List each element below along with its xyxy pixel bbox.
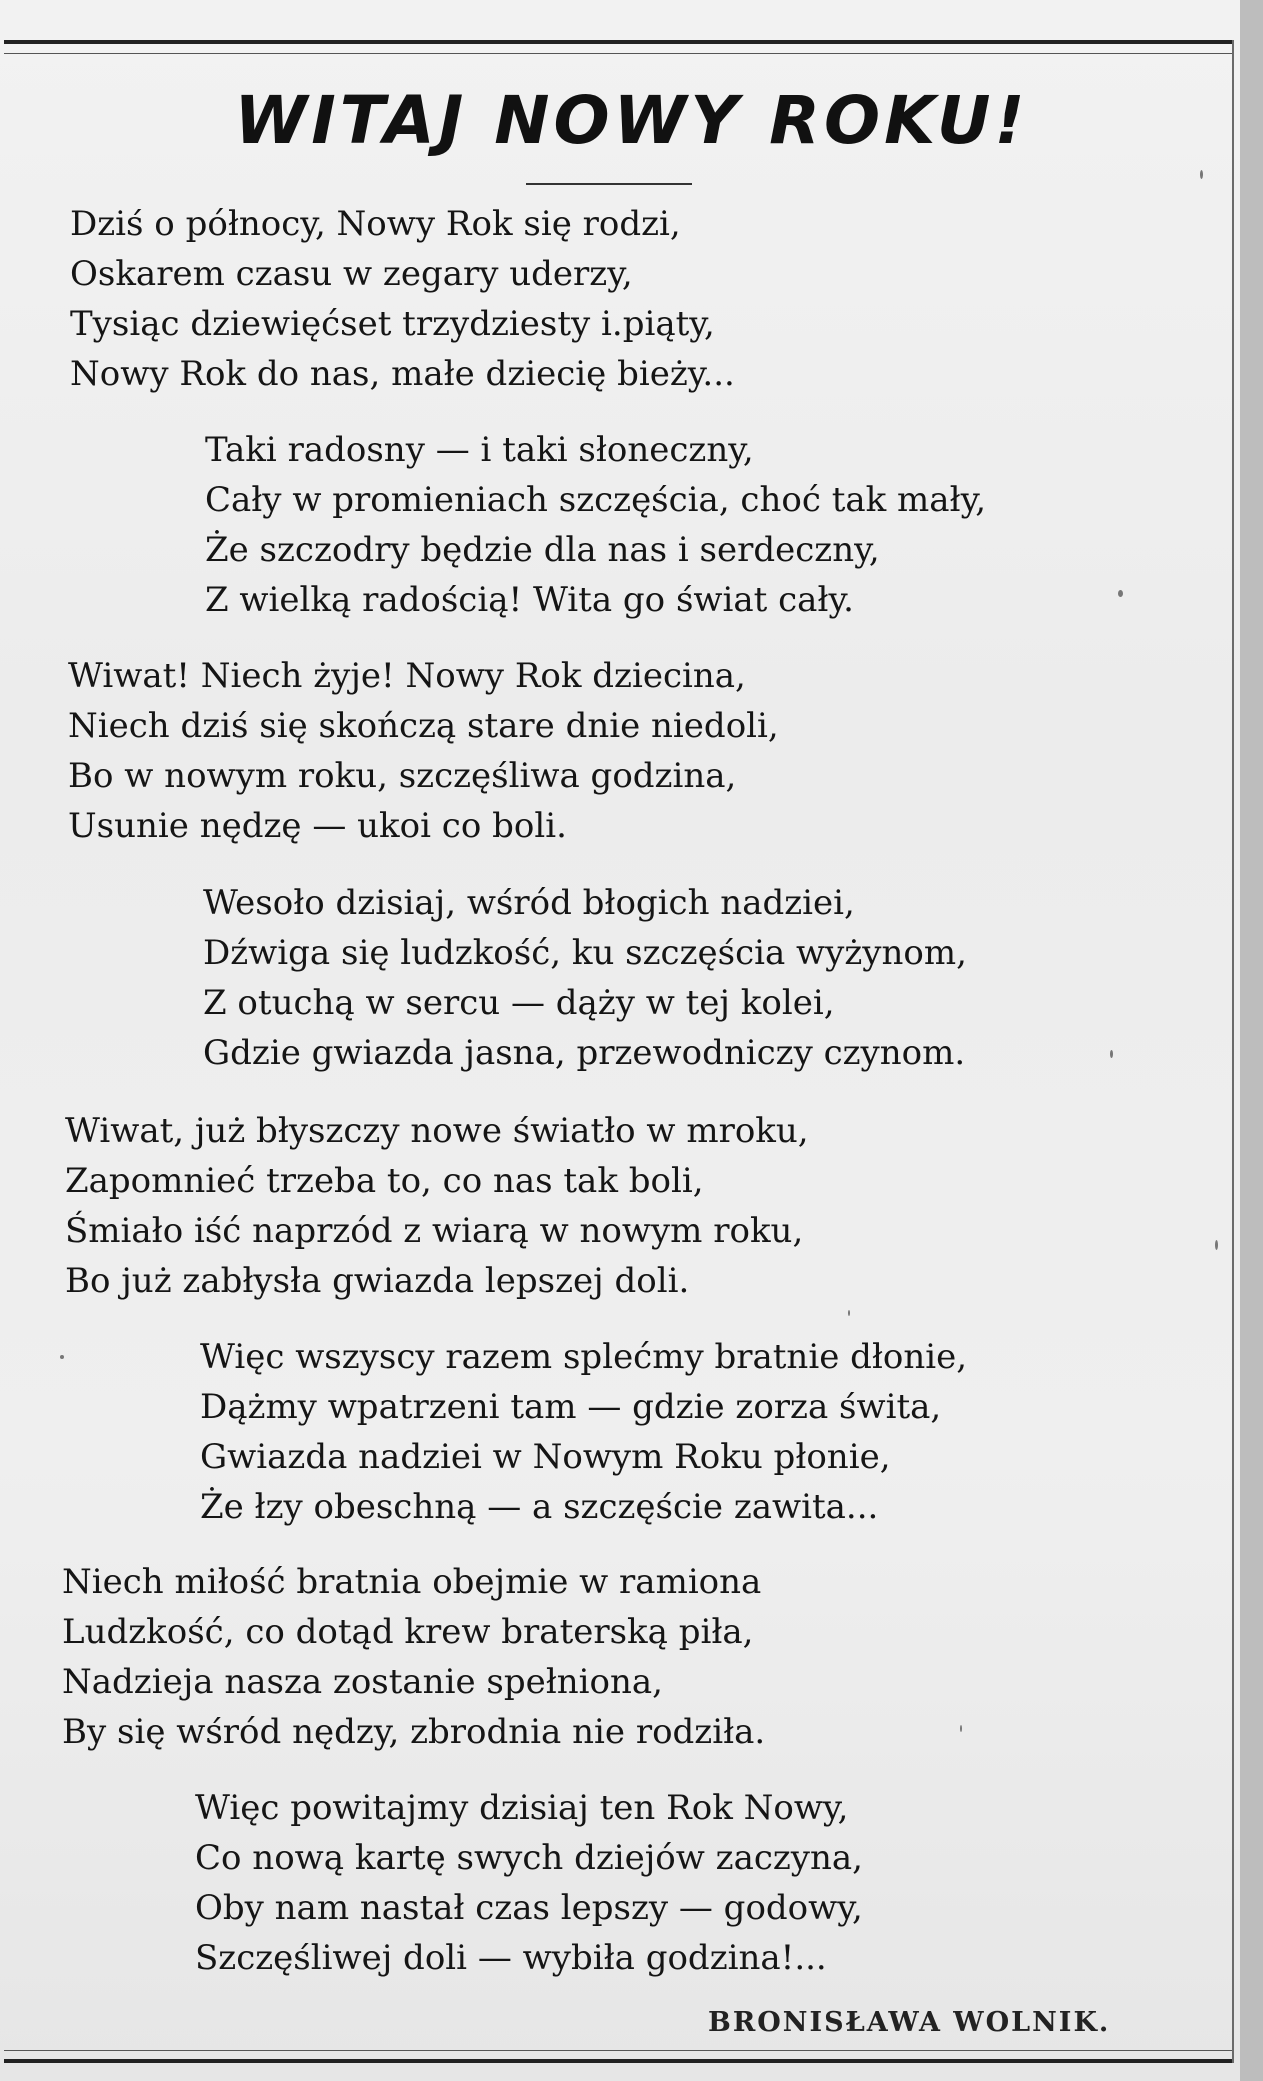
poem-line: Bo już zabłysła gwiazda lepszej doli. (65, 1261, 690, 1301)
poem-line: Niech miłość bratnia obejmie w ramiona (62, 1562, 762, 1602)
poem-line: Wesoło dzisiaj, wśród błogich nadziei, (203, 883, 855, 923)
poem-line: Z otuchą w sercu — dąży w tej kolei, (203, 983, 835, 1023)
scan-margin (1240, 0, 1263, 2081)
poem-line: By się wśród nędzy, zbrodnia nie rodziła. (62, 1712, 766, 1752)
scan-speck (1215, 1240, 1218, 1250)
poem-line: Dźwiga się ludzkość, ku szczęścia wyżynom, (203, 933, 967, 973)
poem-line: Dziś o północy, Nowy Rok się rodzi, (70, 204, 681, 244)
poem-line: Więc wszyscy razem splećmy bratnie dłonie, (200, 1337, 968, 1377)
poem-line: Oskarem czasu w zegary uderzy, (70, 254, 633, 294)
scan-speck (1200, 170, 1203, 179)
poem-line: Taki radosny — i taki słoneczny, (205, 430, 754, 470)
poem-line: Że łzy obeschną — a szczęście zawita... (200, 1487, 879, 1527)
bottom-border-thin (4, 2050, 1232, 2051)
poem-line: Wiwat, już błyszczy nowe światło w mroku, (65, 1111, 809, 1151)
poem-line: Nadzieja nasza zostanie spełniona, (62, 1662, 663, 1702)
stanza-4 (203, 878, 967, 1078)
top-border-thick (4, 40, 1232, 44)
poem-line: Oby nam nastał czas lepszy — godowy, (195, 1888, 863, 1928)
poem-line: Zapomnieć trzeba to, co nas tak boli, (65, 1161, 704, 1201)
poem-line: Dążmy wpatrzeni tam — gdzie zorza świta, (200, 1387, 942, 1427)
poem-line: Że szczodry będzie dla nas i serdeczny, (205, 530, 880, 570)
right-border (1232, 40, 1234, 2063)
scan-speck (1118, 590, 1123, 597)
stanza-2 (205, 425, 986, 625)
stanza-8 (195, 1783, 863, 1983)
poem-line: Nowy Rok do nas, małe dziecię bieży... (70, 354, 735, 394)
stanza-7 (62, 1557, 765, 1757)
poem-line: Wiwat! Niech żyje! Nowy Rok dziecina, (68, 656, 746, 696)
author-signature: BRONISŁAWA WOLNIK. (708, 2007, 1111, 2038)
scan-speck (1110, 1050, 1113, 1058)
bottom-border-thick (4, 2059, 1232, 2063)
scan-speck (960, 1725, 962, 1732)
poem-line: Bo w nowym roku, szczęśliwa godzina, (68, 756, 737, 796)
poem-title: WITAJ NOWY ROKU! (234, 82, 1029, 159)
scan-speck (848, 1310, 850, 1316)
poem-line: Niech dziś się skończą stare dnie niedoli, (68, 706, 779, 746)
poem-line: Co nową kartę swych dziejów zaczyna, (195, 1838, 863, 1878)
poem-line: Szczęśliwej doli — wybiła godzina!... (195, 1938, 827, 1978)
poem-line: Z wielką radością! Wita go świat cały. (205, 580, 854, 620)
stanza-1 (70, 199, 735, 399)
poem-line: Tysiąc dziewięćset trzydziesty i.piąty, (70, 304, 715, 344)
poem-line: Usunie nędzę — ukoi co boli. (68, 806, 567, 846)
stanza-5 (65, 1106, 809, 1306)
poem-line: Cały w promieniach szczęścia, choć tak mały, (205, 480, 987, 520)
stanza-3 (68, 651, 779, 851)
poem-line: Ludzkość, co dotąd krew braterską piła, (62, 1612, 754, 1652)
poem-line: Śmiało iść naprzód z wiarą w nowym roku, (65, 1211, 804, 1251)
poem-line: Gdzie gwiazda jasna, przewodniczy czynom. (203, 1033, 966, 1073)
poem-line: Więc powitajmy dzisiaj ten Rok Nowy, (195, 1788, 849, 1828)
poem-line: Gwiazda nadziei w Nowym Roku płonie, (200, 1437, 891, 1477)
stanza-6 (200, 1332, 967, 1532)
top-border-thin (4, 53, 1232, 54)
scan-speck (60, 1355, 64, 1359)
title-divider (526, 183, 692, 185)
